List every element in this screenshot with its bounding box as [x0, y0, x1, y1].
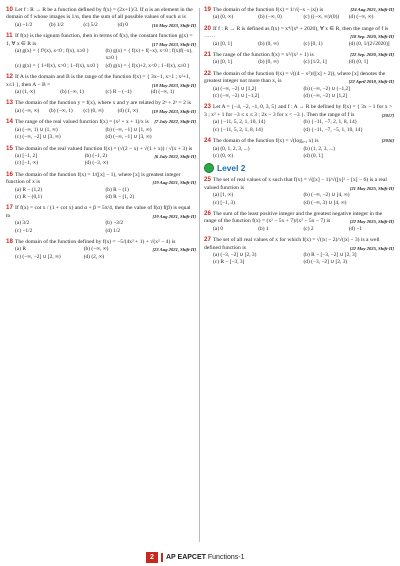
question-23 [204, 103, 394, 134]
exam-source: [19 Aug 2021, Shift-II] [152, 213, 196, 219]
page-footer [0, 552, 400, 566]
answer-option: (b) (−∞, −2) ∪ [4, ∞) [303, 192, 350, 199]
exam-source: [22 April 2018, Shift-II] [348, 79, 394, 85]
answer-options [15, 246, 153, 261]
answer-option: (a) (−∞, 1) ∪ (1, ∞) [15, 126, 58, 133]
answer-option: (c) ((−∞, ∞)/(0)) [303, 14, 340, 21]
answer-option: (c) g(x) = { 1+f(x), x>0 ; 1−f(x), x≤0 } [15, 62, 99, 69]
question-number: 20 [204, 24, 211, 32]
answer-option: (b) g(x) = { f(x) + f(−x), x<0 ; f(x)f(−x), x≥0 } [105, 48, 193, 62]
answer-option: (a) 0 [213, 225, 224, 232]
question-number: 27 [204, 236, 211, 244]
question-18 [6, 238, 196, 261]
answer-option: (c) 2 [303, 225, 314, 232]
exam-source: [19 Aug 2021, Shift-II] [152, 180, 196, 186]
exam-source: [2017] [381, 112, 394, 118]
answer-options [15, 108, 152, 115]
answer-option: (b) (−∞, −1] ∪ [1, ∞) [105, 126, 152, 133]
question-text: If f(x) = cot x / (1 + cot x) and α + β = 5π/4, then the value of f(α) f(β) is equal to [6, 205, 191, 219]
footer-title [166, 552, 244, 563]
question-15 [6, 145, 196, 168]
answer-options [213, 14, 394, 21]
answer-option: (c) (−∞, −2) ∪ [−1,2] [213, 93, 260, 100]
question-text: The domain of the function defined by f(x) = −5/(4x² + 1) + √(x² − 4) is [15, 238, 176, 245]
answer-option: (a) R [15, 246, 26, 253]
answer-option: (d) (−∞, ∞) [348, 14, 374, 21]
question-16 [6, 171, 196, 202]
question-number: 16 [6, 170, 13, 178]
question-text: The set of real values of x such that f(x) = √([x] − 1)/√([x]² − [x] − 6) is a real valued function is [204, 177, 387, 191]
answer-option: (d) 0 [117, 21, 128, 28]
question-24 [204, 137, 394, 160]
question-text: The domain of the function f(x) = √(log₀.₅ x) is [213, 138, 319, 145]
question-header [6, 118, 196, 126]
answer-option: (b) 1 [258, 225, 269, 232]
question-number: 15 [6, 144, 13, 152]
question-header [204, 176, 394, 192]
answer-option: (d) (−∞, −1] ∪ [3, ∞) [105, 134, 152, 141]
answer-option: (c) (0, ∞) [213, 152, 234, 159]
answer-option: (d) −1 [348, 225, 363, 232]
question-number: 24 [204, 137, 211, 145]
answer-option: (a) R − (1,2) [15, 186, 42, 193]
exam-source: [16 May 2023, Shift-II] [151, 22, 196, 28]
question-19 [204, 6, 394, 22]
answer-option: (d) (0, 1] [303, 152, 323, 159]
question-11 [6, 32, 196, 70]
answer-options [15, 127, 196, 142]
question-text: The range of the real valued function f(x) = (x² + x + 1)/x is [15, 119, 149, 126]
answer-option: (b) (−1, 2) [84, 152, 108, 159]
level-dot-icon [204, 163, 214, 173]
answer-options [15, 153, 154, 168]
answer-option: (b) (0, ∞) [258, 40, 279, 47]
answer-option: (a) (0, ∞) [213, 14, 234, 21]
answer-option: (b) (−∞, 1) [60, 89, 84, 96]
answer-option: (d) (0, 1] [348, 59, 369, 66]
exam-source: [2016] [381, 138, 394, 144]
answer-options [213, 252, 394, 267]
question-text: If f(x) is the signum function, then in terms of f(x), the constant function g(x) = 1, ∀ x ∈ R is [6, 33, 193, 47]
answer-options [213, 119, 394, 134]
column-divider [199, 8, 200, 542]
answer-option: (c) (−∞, −2] ∪ [2, ∞) [15, 253, 61, 260]
answer-option: (d) (−∞, 3) ∪ [4, ∞) [303, 199, 347, 206]
answer-option: (c) R − (0,1) [15, 193, 42, 200]
answer-option: (c) [1/2, 1] [303, 59, 327, 66]
question-21 [204, 51, 394, 67]
exam-source: [23 Aug 2021, Shift-II] [152, 247, 196, 253]
question-22 [204, 70, 394, 101]
answer-option: (d) (−∞, 1) [150, 89, 175, 96]
answer-option: (b) (−∞, ∞) [83, 246, 109, 253]
answer-options [213, 86, 394, 101]
answer-option: (d) {−11, −7, −5, 1, 10, 14} [303, 126, 363, 133]
answer-option: (a) (1, ∞) [15, 89, 36, 96]
question-26 [204, 210, 394, 233]
right-column [204, 6, 394, 270]
answer-options [15, 187, 196, 202]
page-number: 2 [146, 552, 158, 563]
answer-options [15, 22, 152, 29]
left-column [6, 6, 196, 264]
answer-option: (d) (−3, −2] ∪ [2, 3) [303, 259, 348, 266]
answer-option: (a) [0, 1] [213, 59, 233, 66]
answer-option: (c) R − [−3, 3] [213, 259, 245, 266]
question-header [204, 70, 394, 86]
answer-option: (a) (−∞, −2) ∪ [1,2] [213, 85, 257, 92]
answer-option: (c) [0, 1) [303, 40, 323, 47]
question-text: The domain of the function y = f(x), where x and y are related by 2ˣ + 2ʸ = 2 is [15, 100, 191, 107]
question-10 [6, 6, 196, 29]
answer-options [15, 89, 196, 96]
answer-option: (d) (−3, ∞) [84, 160, 109, 167]
question-27 [204, 236, 394, 267]
question-header [204, 236, 394, 252]
answer-option: (a) g(x) = { f²(x), x<0 ; f(x), x≥0 } [15, 48, 90, 55]
question-text: The set of all real values of x for which f(x) = √(|x| − 2)/√(|x| − 3) is a well defined function is [204, 237, 380, 251]
answer-option: (d) (2, ∞) [83, 253, 105, 260]
question-header [6, 32, 196, 48]
question-number: 14 [6, 118, 13, 126]
level-heading [204, 163, 394, 173]
chapter-name: Functions-1 [207, 554, 245, 561]
answer-option: (a) 3/2 [15, 220, 30, 227]
answer-option: (c) [−1, ∞) [15, 160, 39, 167]
question-13 [6, 99, 196, 115]
answer-option: (a) {−11, 5, 2, 1, 10, 14} [213, 119, 267, 126]
exam-source: [19 May 2023, Shift-II] [151, 108, 196, 114]
answer-option: (b) (−∞, 1) [49, 107, 73, 114]
exam-source: [22 May 2025, Shift-II] [349, 245, 394, 251]
question-25 [204, 176, 394, 207]
answer-option: (b) (−∞, 0) [258, 14, 282, 21]
question-number: 25 [204, 176, 211, 184]
answer-option: (a) [1, ∞) [213, 192, 234, 199]
question-text: The domain of the function f(x) = √((4 − x²)/([x] + 2)), where [x] denotes the greatest integer not more than x, is [204, 70, 386, 85]
question-header [204, 25, 394, 41]
question-number: 26 [204, 209, 211, 217]
exam-source: [22 May 2025, Shift-II] [349, 219, 394, 225]
level-label: Level 2 [217, 163, 246, 174]
question-header [204, 103, 394, 119]
answer-option: (c) (0, ∞) [83, 107, 104, 114]
question-text: The range of the function f(x) = x²/(x² + 1) is [213, 52, 314, 59]
answer-option: (c) R − (−1) [105, 89, 132, 96]
answer-option: (d) 1/2 [105, 227, 121, 234]
question-text: If A is the domain and B is the range of the function f(x) = { 3x−1, x>1 ; x²+1, x≤1 }, then A − B = [6, 74, 191, 88]
question-number: 10 [6, 6, 13, 13]
question-header [6, 73, 196, 89]
exam-source: [21 May 2025, Shift-II] [349, 185, 394, 191]
answer-option: (c) (−∞, −2] ∪ [3, ∞) [15, 134, 61, 141]
question-number: 18 [6, 237, 13, 245]
exam-source: [24 Aug 2021, Shift-II] [350, 7, 394, 12]
exam-source: [18 Sep. 2020, Shift-II] [350, 34, 394, 40]
question-header [6, 204, 196, 220]
answer-options [15, 48, 196, 70]
exam-source: [22 Sep. 2020, Shift-II] [350, 52, 394, 58]
answer-option: (d) (1, ∞) [117, 107, 139, 114]
answer-option: (a) [−1, 2] [15, 152, 38, 159]
question-text: The domain of the real valued function f(x) = (√(2 − x) + √(1 + x)) / √(x + 3) is [15, 145, 193, 152]
question-header [204, 210, 394, 226]
question-number: 17 [6, 204, 13, 212]
answer-option: (b) R − (1) [105, 186, 129, 193]
answer-option: (a) −1/2 [15, 21, 33, 28]
answer-options [213, 146, 394, 161]
answer-option: (b) −3/2 [105, 220, 124, 227]
answer-option: (d) (−∞, −2) ∪ [1,2] [303, 93, 348, 100]
answer-options [213, 59, 394, 66]
footer-separator [161, 553, 163, 562]
answer-option: (b) {−11, −7, 2, 1, 8, 14} [303, 119, 358, 126]
answer-option: (b) 1/2 [49, 21, 64, 28]
question-text: Let f : R → R be a function defined by f(x) = (2x+1)/3. If α is an element in the domain of f whose images is 1/α, then the sum of all possible values of such α is [6, 7, 193, 21]
question-number: 22 [204, 69, 211, 77]
answer-options [213, 226, 394, 233]
answer-option: (b) (1, 2, 3, ...) [303, 145, 335, 152]
answer-option: (a) (0, 1, 2, 3, ...) [213, 145, 250, 152]
question-text: Let A = {−4, −2, −1, 0, 3, 5} and f : A → R be defined by f(x) = { 3x − 1 for x > 3 ; x² + 1 for −3 ≤ x ≤ 3 ; 2x − 3 for x < −3 }. Then the range of f is [204, 104, 393, 118]
question-text: If f : R → R is defined as f(x) = x⁴/(x⁸ + 2020), ∀ x ∈ R, then the range of f is …… [204, 25, 389, 40]
answer-option: (a) [0, 1] [213, 40, 233, 47]
exam-source: [18 May 2023, Shift-II] [151, 82, 196, 88]
question-number: 23 [204, 103, 211, 111]
answer-options [213, 192, 394, 207]
question-text: The domain of the function f(x) = 1/([x] − 1), where [x] is greatest integer function of x is [6, 171, 181, 186]
question-20 [204, 25, 394, 48]
exam-source: [7 July 2022, Shift-II] [154, 119, 196, 125]
answer-option: (b) [0, ∞) [258, 59, 279, 66]
answer-options [15, 220, 196, 235]
question-number: 11 [6, 32, 13, 40]
answer-option: (a) (−∞, ∞) [15, 107, 40, 114]
answer-option: (c) −1/2 [15, 227, 33, 234]
answer-option: (c) [−1, 3) [213, 199, 236, 206]
question-number: 13 [6, 99, 13, 107]
question-17 [6, 204, 196, 235]
question-text: The domain of the function f(x) = 1/√(−x − |x|) is [213, 7, 324, 13]
exam-source: [17 May 2023, Shift-II] [151, 41, 196, 47]
answer-option: (d) R − [1, 2) [105, 193, 135, 200]
question-12 [6, 73, 196, 96]
exam-source: [6 July 2022, Shift-II] [154, 153, 196, 159]
book-name: AP EAPCET [166, 554, 206, 561]
question-number: 21 [204, 51, 211, 59]
answer-option: (a) (−3, −2] ∪ [2, 3) [213, 251, 257, 258]
question-14 [6, 118, 196, 141]
question-header [6, 171, 196, 187]
answer-option: (d) (0, 1/(2√2020)] [348, 40, 390, 47]
question-number: 19 [204, 6, 211, 13]
answer-options [213, 41, 394, 48]
question-header [204, 137, 394, 145]
answer-option: (c) 5/2 [83, 21, 98, 28]
answer-option: (d) g(x) = { f(x)+2, x<0 ; 1−f(x), x≥0 } [105, 62, 190, 69]
question-text: The sum of the least positive integer and the greatest negative integer in the range of the function f(x) = (x² − 5x + 7)/(x² − 5x − 7) is [204, 210, 383, 225]
question-number: 12 [6, 73, 13, 81]
answer-option: (b) R − [−3, −2] ∪ [2, 3] [303, 251, 357, 258]
answer-option: (b) (−∞, −2) ∪ (−1,2] [303, 85, 351, 92]
answer-option: (c) {−11, 5, 2, 1, 8, 14} [213, 126, 264, 133]
